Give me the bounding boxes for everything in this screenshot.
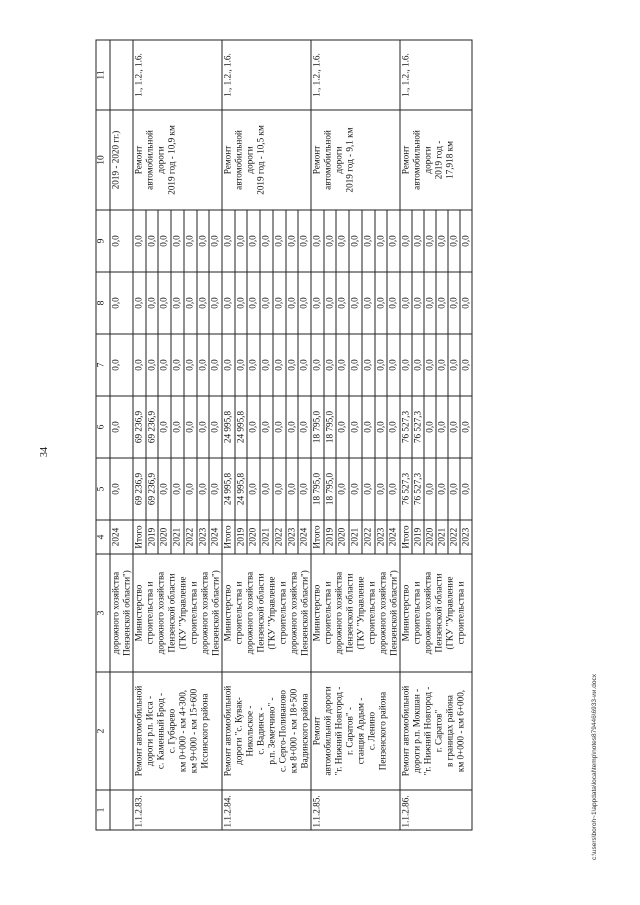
value-cell: 0,0	[336, 458, 349, 520]
text-line: дорожного хозяйства	[377, 571, 387, 654]
value-cell: 0,0	[110, 334, 133, 396]
value-cell: 0,0	[436, 396, 448, 458]
value-cell: 0,0	[361, 334, 374, 396]
year-cell: 2022	[183, 520, 196, 554]
value-cell: 0,0	[298, 334, 311, 396]
year-cell: 2019	[145, 520, 158, 554]
value-cell: 0,0	[424, 210, 436, 272]
text-line: строительства и	[411, 581, 421, 644]
value-cell: 0,0	[436, 458, 448, 520]
value-cell: 0,0	[222, 334, 235, 396]
text-line: 2019 год - 10,9 км	[166, 124, 176, 195]
row-number-cell: 1.1.2.85.	[311, 790, 400, 830]
value-cell: 18 795,0	[311, 458, 324, 520]
result-cell	[311, 110, 400, 210]
value-cell: 0,0	[260, 210, 273, 272]
text-line: Министерство	[311, 584, 321, 641]
value-cell: 0,0	[145, 210, 158, 272]
text-line: дороги	[244, 145, 254, 174]
value-cell: 0,0	[285, 458, 298, 520]
year-cell: 2024	[387, 520, 400, 554]
value-cell: 18 795,0	[311, 396, 324, 458]
value-cell: 0,0	[222, 210, 235, 272]
text-line: дороги "с. Кувак-	[233, 696, 243, 765]
value-cell: 0,0	[387, 396, 400, 458]
year-cell: 2021	[171, 520, 184, 554]
text-line: строительства и	[188, 581, 198, 644]
value-cell: 0,0	[361, 210, 374, 272]
value-cell: 0,0	[183, 458, 196, 520]
value-cell: 0,0	[171, 272, 184, 334]
year-cell: 2023	[285, 520, 298, 554]
text-line: автомобильной	[411, 129, 421, 190]
value-cell: 0,0	[183, 396, 196, 458]
value-cell: 0,0	[145, 334, 158, 396]
year-cell: 2021	[260, 520, 273, 554]
value-cell: 0,0	[171, 334, 184, 396]
value-cell: 0,0	[171, 458, 184, 520]
year-cell: Итого	[311, 520, 324, 554]
col-header: 10	[96, 110, 110, 210]
value-cell: 0,0	[260, 396, 273, 458]
text-line: дорожного хозяйства	[288, 571, 298, 654]
value-cell: 0,0	[110, 458, 133, 520]
value-cell: 0,0	[349, 458, 362, 520]
value-cell: 0,0	[110, 396, 133, 458]
value-cell: 69 236,9	[133, 396, 146, 458]
year-cell: Итого	[133, 520, 146, 554]
value-cell: 0,0	[183, 210, 196, 272]
year-cell: 2024	[110, 520, 133, 554]
col-header: 5	[96, 458, 110, 520]
text-line: автомобильной дороги	[322, 685, 332, 776]
text-line: строительства и	[322, 581, 332, 644]
text-line: автомобильной	[233, 129, 243, 190]
value-cell: 0,0	[349, 334, 362, 396]
result-cell: 2019 - 2020 гг.)	[110, 110, 133, 210]
value-cell: 69 236,9	[145, 396, 158, 458]
text-line: дороги	[155, 145, 165, 174]
value-cell: 0,0	[336, 210, 349, 272]
text-line: Пензенской области	[344, 573, 354, 652]
result-cell	[222, 110, 311, 210]
value-cell: 0,0	[460, 396, 472, 458]
text-line: км 8+000 - км 18+500	[288, 688, 298, 773]
object-cell	[222, 672, 311, 790]
value-cell: 0,0	[349, 210, 362, 272]
text-line: дороги р.п. Исса -	[144, 695, 154, 766]
value-cell: 0,0	[448, 334, 460, 396]
value-cell: 0,0	[436, 272, 448, 334]
text-line: дороги	[333, 145, 343, 174]
text-line: Пензенской области")	[388, 569, 398, 656]
file-path-footer	[590, 560, 600, 860]
text-line: строительства и	[144, 581, 154, 644]
year-cell: 2019	[412, 520, 424, 554]
customer-cell	[311, 554, 400, 672]
year-cell: 2020	[247, 520, 260, 554]
table-row	[400, 40, 412, 830]
text-line: Пензенской области	[255, 573, 265, 652]
col-header: 11	[96, 40, 110, 110]
text-line: Никольское -	[244, 705, 254, 757]
text-line: строительства и	[455, 581, 465, 644]
text-line: Вадинского района	[299, 693, 309, 768]
value-cell: 0,0	[424, 334, 436, 396]
text-line: строительства и	[366, 581, 376, 644]
value-cell: 0,0	[374, 272, 387, 334]
value-cell: 76 527,3	[400, 396, 412, 458]
table-row	[133, 40, 146, 830]
text-line: дороги р.п. Мокшан -	[411, 688, 421, 773]
value-cell: 0,0	[171, 210, 184, 272]
text-line: строительства и	[233, 581, 243, 644]
text-line: строительства и	[277, 581, 287, 644]
year-cell: 2020	[158, 520, 171, 554]
text-line: с. Губарево	[166, 708, 176, 753]
value-cell: 0,0	[361, 396, 374, 458]
value-cell: 0,0	[133, 334, 146, 396]
text-line: Ремонт автомобильной	[400, 685, 410, 776]
text-line: с. Вадинск -	[255, 706, 265, 755]
text-line: Министерство	[133, 584, 143, 641]
value-cell: 0,0	[234, 334, 247, 396]
value-cell: 76 527,3	[412, 458, 424, 520]
value-cell: 24 995,8	[222, 396, 235, 458]
indicator-cell: 1., 1.2., 1.6.	[311, 40, 400, 110]
text-line: км 9+000 - км 15+600	[188, 688, 198, 773]
year-cell: Итого	[400, 520, 412, 554]
value-cell: 0,0	[158, 396, 171, 458]
text-line: с. Каменный Брод -	[155, 692, 165, 769]
text-line: Министерство	[400, 584, 410, 641]
object-cell	[133, 672, 222, 790]
text-line: Ремонт	[311, 145, 321, 174]
col-header: 3	[96, 554, 110, 672]
year-cell: 2019	[234, 520, 247, 554]
value-cell: 0,0	[209, 334, 222, 396]
rotated-page-content	[95, 40, 590, 830]
text-line: Ремонт	[222, 145, 232, 174]
value-cell: 0,0	[311, 210, 324, 272]
value-cell: 0,0	[272, 210, 285, 272]
value-cell: 0,0	[209, 396, 222, 458]
value-cell: 0,0	[361, 458, 374, 520]
value-cell: 69 236,9	[145, 458, 158, 520]
text-line: км 0+000 - км 6+000,	[455, 689, 465, 772]
value-cell: 0,0	[285, 210, 298, 272]
col-header: 7	[96, 334, 110, 396]
text-line: Пензенской области")	[210, 569, 220, 656]
text-line: автомобильной	[322, 129, 332, 190]
value-cell: 0,0	[412, 210, 424, 272]
text-line: в границах района	[444, 694, 454, 767]
text-line: с. Серго-Поливаново	[277, 689, 287, 772]
text-line: 17,918 км	[444, 140, 454, 179]
text-line: 2019 год - 10,5 км	[255, 124, 265, 195]
text-line: км 0+000 - км 4+300,	[177, 689, 187, 772]
table-row	[222, 40, 235, 830]
value-cell: 0,0	[460, 458, 472, 520]
year-cell: 2023	[196, 520, 209, 554]
indicator-cell: 1., 1.2., 1.6.	[133, 40, 222, 110]
year-cell: Итого	[222, 520, 235, 554]
value-cell: 0,0	[260, 272, 273, 334]
value-cell: 0,0	[272, 458, 285, 520]
table-row	[311, 40, 324, 830]
row-number-cell: 1.1.2.86.	[400, 790, 472, 830]
text-line: Ремонт	[133, 145, 143, 174]
value-cell: 24 995,8	[222, 458, 235, 520]
value-cell: 0,0	[460, 210, 472, 272]
text-line: (ГКУ "Управление	[444, 576, 454, 649]
value-cell: 0,0	[285, 396, 298, 458]
value-cell: 0,0	[336, 334, 349, 396]
indicator-cell: 1., 1.2., 1.6.	[400, 40, 472, 110]
value-cell: 0,0	[374, 458, 387, 520]
value-cell: 0,0	[448, 458, 460, 520]
program-table	[95, 39, 472, 830]
year-cell: 2022	[272, 520, 285, 554]
customer-cell	[222, 554, 311, 672]
year-cell: 2022	[448, 520, 460, 554]
header-row	[96, 40, 110, 830]
year-cell: 2024	[209, 520, 222, 554]
value-cell: 0,0	[196, 396, 209, 458]
value-cell: 0,0	[400, 272, 412, 334]
year-cell: 2019	[323, 520, 336, 554]
col-header: 4	[96, 520, 110, 554]
object-cell	[311, 672, 400, 790]
result-cell	[133, 110, 222, 210]
value-cell: 0,0	[272, 396, 285, 458]
value-cell: 0,0	[336, 396, 349, 458]
value-cell: 0,0	[424, 458, 436, 520]
text-line: станция Ардым -	[355, 697, 365, 764]
value-cell: 0,0	[448, 272, 460, 334]
value-cell: 0,0	[171, 396, 184, 458]
value-cell: 76 527,3	[412, 396, 424, 458]
year-cell: 2023	[374, 520, 387, 554]
value-cell: 0,0	[247, 210, 260, 272]
value-cell: 0,0	[336, 272, 349, 334]
value-cell: 0,0	[298, 272, 311, 334]
value-cell: 0,0	[209, 458, 222, 520]
value-cell: 0,0	[448, 396, 460, 458]
value-cell: 0,0	[196, 210, 209, 272]
value-cell: 0,0	[311, 272, 324, 334]
value-cell: 0,0	[374, 334, 387, 396]
text-line: Ремонт	[400, 145, 410, 174]
text-line: Пензенской области	[166, 573, 176, 652]
col-header: 8	[96, 272, 110, 334]
value-cell: 0,0	[298, 458, 311, 520]
text-line: Министерство	[222, 584, 232, 641]
value-cell: 0,0	[196, 272, 209, 334]
value-cell: 0,0	[323, 334, 336, 396]
year-cell: 2023	[460, 520, 472, 554]
text-line: с. Ленино	[366, 711, 376, 750]
value-cell: 0,0	[349, 272, 362, 334]
value-cell: 24 995,8	[234, 458, 247, 520]
value-cell: 0,0	[183, 272, 196, 334]
text-line: дорожного хозяйства	[244, 571, 254, 654]
text-line: (ГКУ "Управление	[266, 576, 276, 649]
value-cell: 0,0	[387, 458, 400, 520]
year-cell: 2020	[336, 520, 349, 554]
value-cell: 18 795,0	[323, 396, 336, 458]
text-line: дорожного хозяйства	[422, 571, 432, 654]
value-cell: 0,0	[412, 272, 424, 334]
text-line: дорожного хозяйства	[110, 571, 120, 654]
value-cell: 0,0	[247, 396, 260, 458]
customer-cell	[400, 554, 472, 672]
value-cell: 0,0	[145, 272, 158, 334]
year-cell: 2021	[349, 520, 362, 554]
value-cell: 0,0	[158, 210, 171, 272]
row-number-cell: 1.1.2.84.	[222, 790, 311, 830]
value-cell: 0,0	[436, 334, 448, 396]
value-cell: 0,0	[387, 210, 400, 272]
value-cell: 0,0	[234, 210, 247, 272]
value-cell: 0,0	[196, 334, 209, 396]
object-cell	[400, 672, 472, 790]
col-header: 2	[96, 672, 110, 790]
value-cell: 0,0	[285, 334, 298, 396]
value-cell: 0,0	[424, 272, 436, 334]
value-cell: 0,0	[158, 458, 171, 520]
value-cell: 0,0	[272, 334, 285, 396]
text-line: Пензенского района	[377, 691, 387, 770]
value-cell: 0,0	[387, 334, 400, 396]
customer-cell	[133, 554, 222, 672]
value-cell: 0,0	[247, 458, 260, 520]
value-cell: 0,0	[247, 272, 260, 334]
value-cell: 69 236,9	[133, 458, 146, 520]
value-cell: 0,0	[247, 334, 260, 396]
text-line: "г. Нижний Новгород -	[333, 686, 343, 775]
year-cell: 2020	[424, 520, 436, 554]
value-cell: 0,0	[209, 272, 222, 334]
value-cell: 0,0	[196, 458, 209, 520]
value-cell: 0,0	[460, 334, 472, 396]
text-line: 2019 год -	[433, 140, 443, 179]
col-header: 6	[96, 396, 110, 458]
text-line: "г. Нижний Новгород -	[422, 686, 432, 775]
value-cell: 76 527,3	[400, 458, 412, 520]
text-line: Иссинского района	[199, 693, 209, 768]
value-cell: 0,0	[222, 272, 235, 334]
value-cell: 0,0	[412, 334, 424, 396]
text-line: дорожного хозяйства	[333, 571, 343, 654]
value-cell: 0,0	[400, 210, 412, 272]
value-cell: 0,0	[158, 272, 171, 334]
value-cell: 0,0	[424, 396, 436, 458]
value-cell: 0,0	[133, 210, 146, 272]
text-line: Ремонт автомобильной	[133, 685, 143, 776]
value-cell: 0,0	[158, 334, 171, 396]
text-line: 2019 год - 9,1 км	[344, 127, 354, 192]
value-cell: 18 795,0	[323, 458, 336, 520]
value-cell: 0,0	[260, 334, 273, 396]
text-line: г. Саратов" -	[344, 706, 354, 755]
value-cell: 0,0	[460, 272, 472, 334]
customer-cell	[110, 554, 133, 672]
value-cell: 0,0	[209, 210, 222, 272]
value-cell: 0,0	[110, 210, 133, 272]
year-cell: 2022	[361, 520, 374, 554]
value-cell: 0,0	[387, 272, 400, 334]
text-line: Ремонт	[311, 716, 321, 745]
col-header: 9	[96, 210, 110, 272]
value-cell: 0,0	[260, 458, 273, 520]
value-cell: 0,0	[298, 210, 311, 272]
indicator-cell: 1., 1.2., 1.6.	[222, 40, 311, 110]
text-line: г. Саратов"	[433, 709, 443, 752]
text-line: (ГКУ "Управление	[177, 576, 187, 649]
value-cell: 0,0	[349, 396, 362, 458]
year-cell: 2021	[436, 520, 448, 554]
value-cell: 0,0	[436, 210, 448, 272]
value-cell: 0,0	[323, 272, 336, 334]
value-cell: 0,0	[183, 334, 196, 396]
value-cell: 0,0	[400, 334, 412, 396]
value-cell: 0,0	[448, 210, 460, 272]
result-cell	[400, 110, 472, 210]
text-line: (ГКУ "Управление	[355, 576, 365, 649]
value-cell: 0,0	[110, 272, 133, 334]
file-path: c:\users\boroh~1\appdata\local\temp\notes879446\6933-ии.docx	[591, 674, 598, 860]
text-line: Ремонт автомобильной	[222, 685, 232, 776]
continuation-row	[110, 40, 133, 830]
value-cell: 0,0	[361, 272, 374, 334]
value-cell: 0,0	[311, 334, 324, 396]
text-line: автомобильной	[144, 129, 154, 190]
text-line: дорожного хозяйства	[199, 571, 209, 654]
value-cell: 0,0	[374, 210, 387, 272]
col-header: 1	[96, 790, 110, 830]
page-number: 34	[39, 447, 50, 457]
text-line: Пензенской области	[433, 573, 443, 652]
value-cell: 0,0	[234, 272, 247, 334]
text-line: дороги	[422, 145, 432, 174]
value-cell: 0,0	[133, 272, 146, 334]
text-line: дорожного хозяйства	[155, 571, 165, 654]
text-line: Пензенской области")	[299, 569, 309, 656]
value-cell: 0,0	[323, 210, 336, 272]
row-number-cell: 1.1.2.83.	[133, 790, 222, 830]
value-cell: 0,0	[285, 272, 298, 334]
text-line: Пензенской области")	[121, 569, 131, 656]
year-cell: 2024	[298, 520, 311, 554]
value-cell: 0,0	[374, 396, 387, 458]
value-cell: 0,0	[272, 272, 285, 334]
value-cell: 0,0	[298, 396, 311, 458]
value-cell: 24 995,8	[234, 396, 247, 458]
text-line: р.п. Земетчино" -	[266, 696, 276, 765]
